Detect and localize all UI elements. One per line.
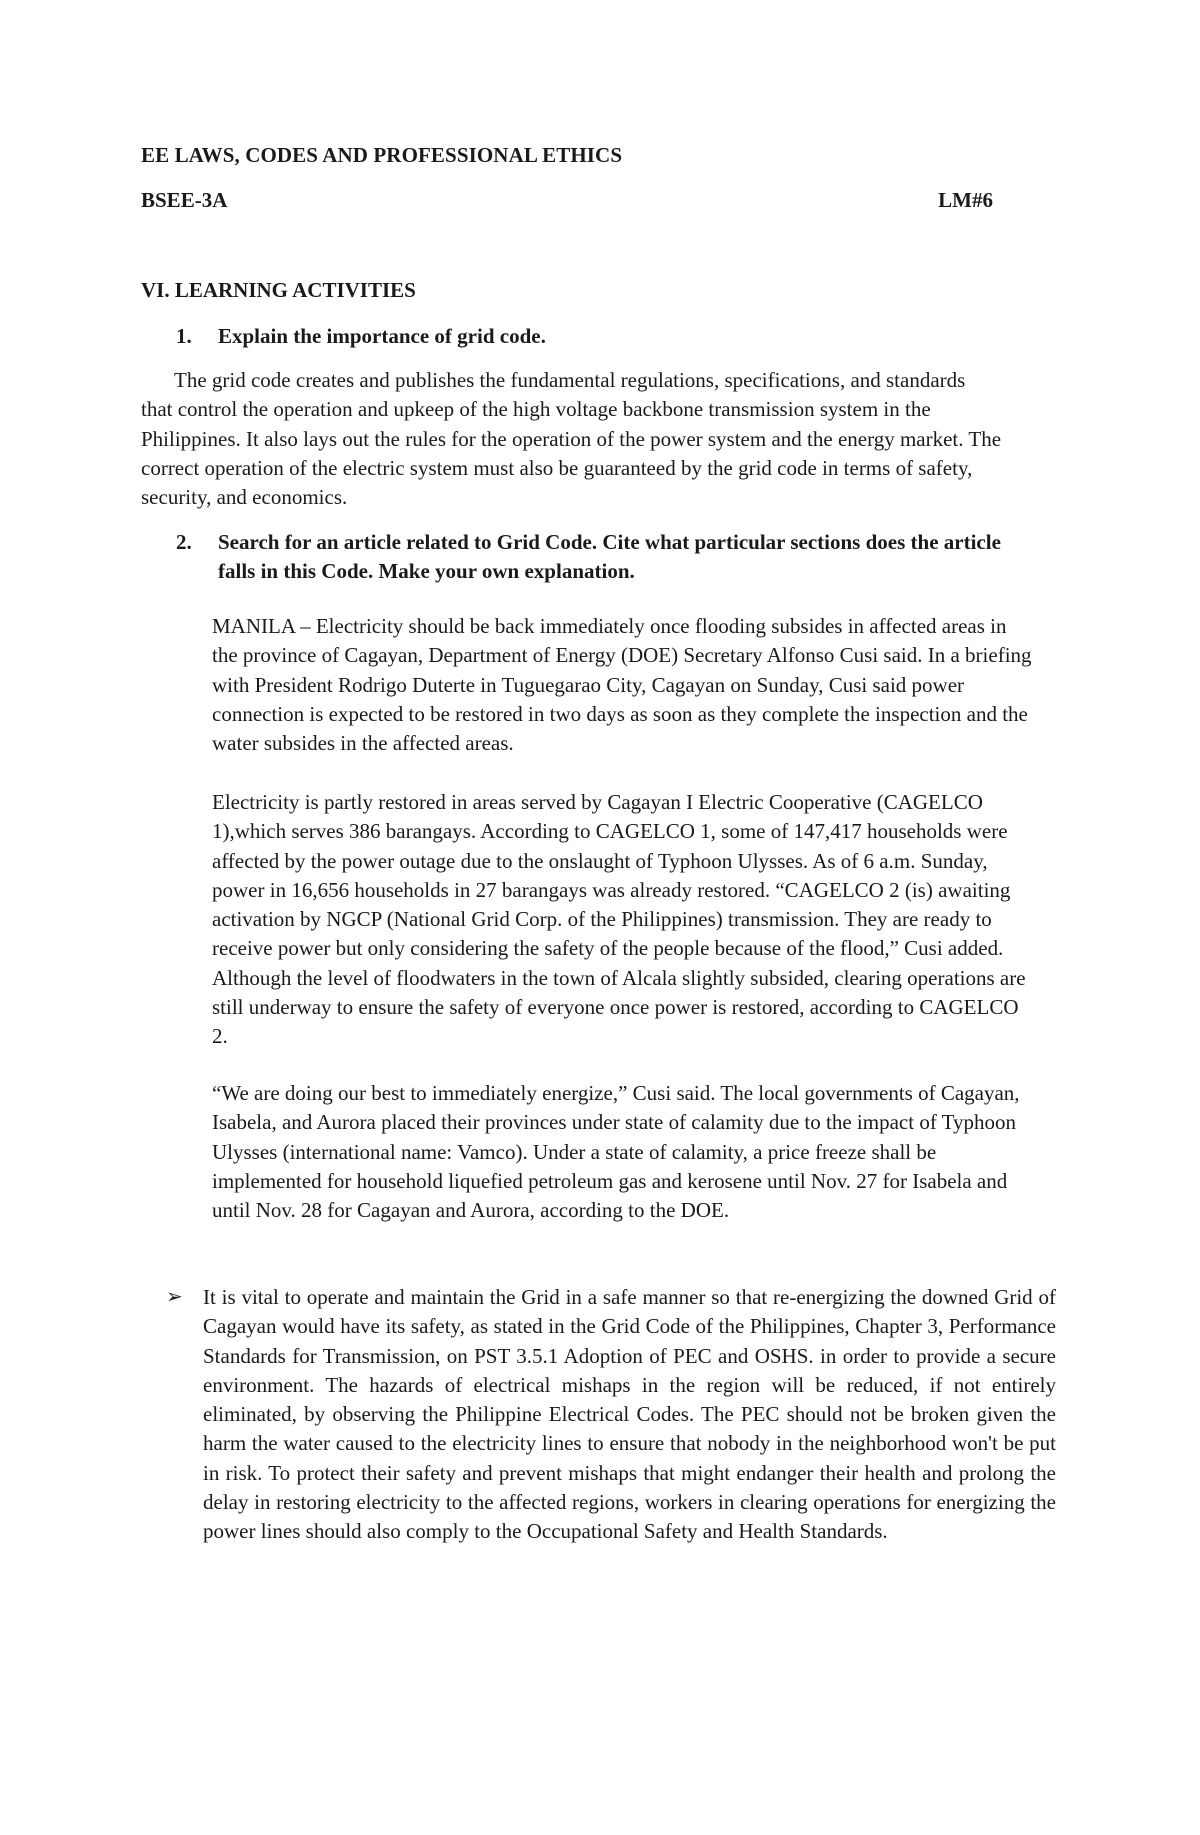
answer-1-paragraph: The grid code creates and publishes the fundamental regulations, specifications, and standards that control the operation and upkeep of the high voltage backbone transmission system in the Philippines. It also lays out the rules for the operation of the power system and the energy market. The correct operation of the electric system must also be guaranteed by the grid code in terms of safety, security, and economics. (141, 368, 1002, 510)
explanation-text: It is vital to operate and maintain the Grid in a safe manner so that re-energizing the downed Grid of Cagayan would have its safety, as stated in the Grid Code of the Philippines, Chapter 3, Performance Standards for Transmission, on PST 3.5.1 Adoption of PEC and OSHS. in order to provide a secure environment. The hazards of electrical mishaps in the region will be reduced, if not entirely eliminated, by observing the Philippine Electrical Codes. The PEC should not be broken given the harm the water caused to the electricity lines to ensure that nobody in the neighborhood won't be put in risk. To protect their safety and prevent mishaps that might endanger their health and prolong the delay in restoring electricity to the affected regions, workers in clearing operations for energizing the power lines should also comply to the Occupational Safety and Health Standards. (203, 1285, 1056, 1544)
learning-activities-heading: VI. LEARNING ACTIVITIES (141, 278, 416, 302)
article-paragraph-1: MANILA – Electricity should be back immediately once flooding subsides in affected areas in the province of Cagayan, Department of Energy (DOE) Secretary Alfonso Cusi said. In a briefing with President Rodrigo Duterte in Tuguegarao City, Cagayan on Sunday, Cusi said power connection is expected to be restored in two days as soon as they complete the inspection and the water subsides in the affected areas. (212, 614, 1032, 756)
question-2-number: 2. (176, 530, 192, 554)
document-title: EE LAWS, CODES AND PROFESSIONAL ETHICS (141, 143, 623, 167)
article-paragraph-2: Electricity is partly restored in areas served by Cagayan I Electric Cooperative (CAGELCO 1),which serves 386 barangays. According to CAGELCO 1, some of 147,417 households were affected by the power outage due to the onslaught of Typhoon Ulysses. As of 6 a.m. Sunday, power in 16,656 households in 27 barangays was already restored. “CAGELCO 2 (is) awaiting activation by NGCP (National Grid Corp. of the Philippines) transmission. They are ready to receive power but only considering the safety of the people because of the flood,” Cusi added. Although the level of floodwaters in the town of Alcala slightly subsided, clearing operations are still underway to ensure the safety of everyone once power is restored, according to CAGELCO 2. (212, 790, 1026, 1049)
explanation-bullet (166, 1283, 1056, 1547)
course-section: BSEE-3A (141, 188, 228, 212)
question-1 (176, 322, 1036, 351)
arrow-bullet-icon: ➢ (166, 1286, 183, 1308)
question-1-number: 1. (176, 324, 192, 348)
question-1-text: Explain the importance of grid code. (218, 324, 546, 348)
article-paragraph-3: “We are doing our best to immediately energize,” Cusi said. The local governments of Cagayan, Isabela, and Aurora placed their provinces under state of calamity due to the impact of Typhoon Ulysses (international name: Vamco). Under a state of calamity, a price freeze shall be implemented for household liquefied petroleum gas and kerosene until Nov. 27 for Isabela and until Nov. 28 for Cagayan and Aurora, according to the DOE. (212, 1081, 1020, 1223)
document-meta-row (141, 188, 993, 213)
question-2-text: Search for an article related to Grid Code. Cite what particular sections does the article falls in this Code. Make your own explanation. (218, 530, 1001, 583)
question-2 (176, 528, 1036, 586)
module-number: LM#6 (938, 188, 993, 212)
